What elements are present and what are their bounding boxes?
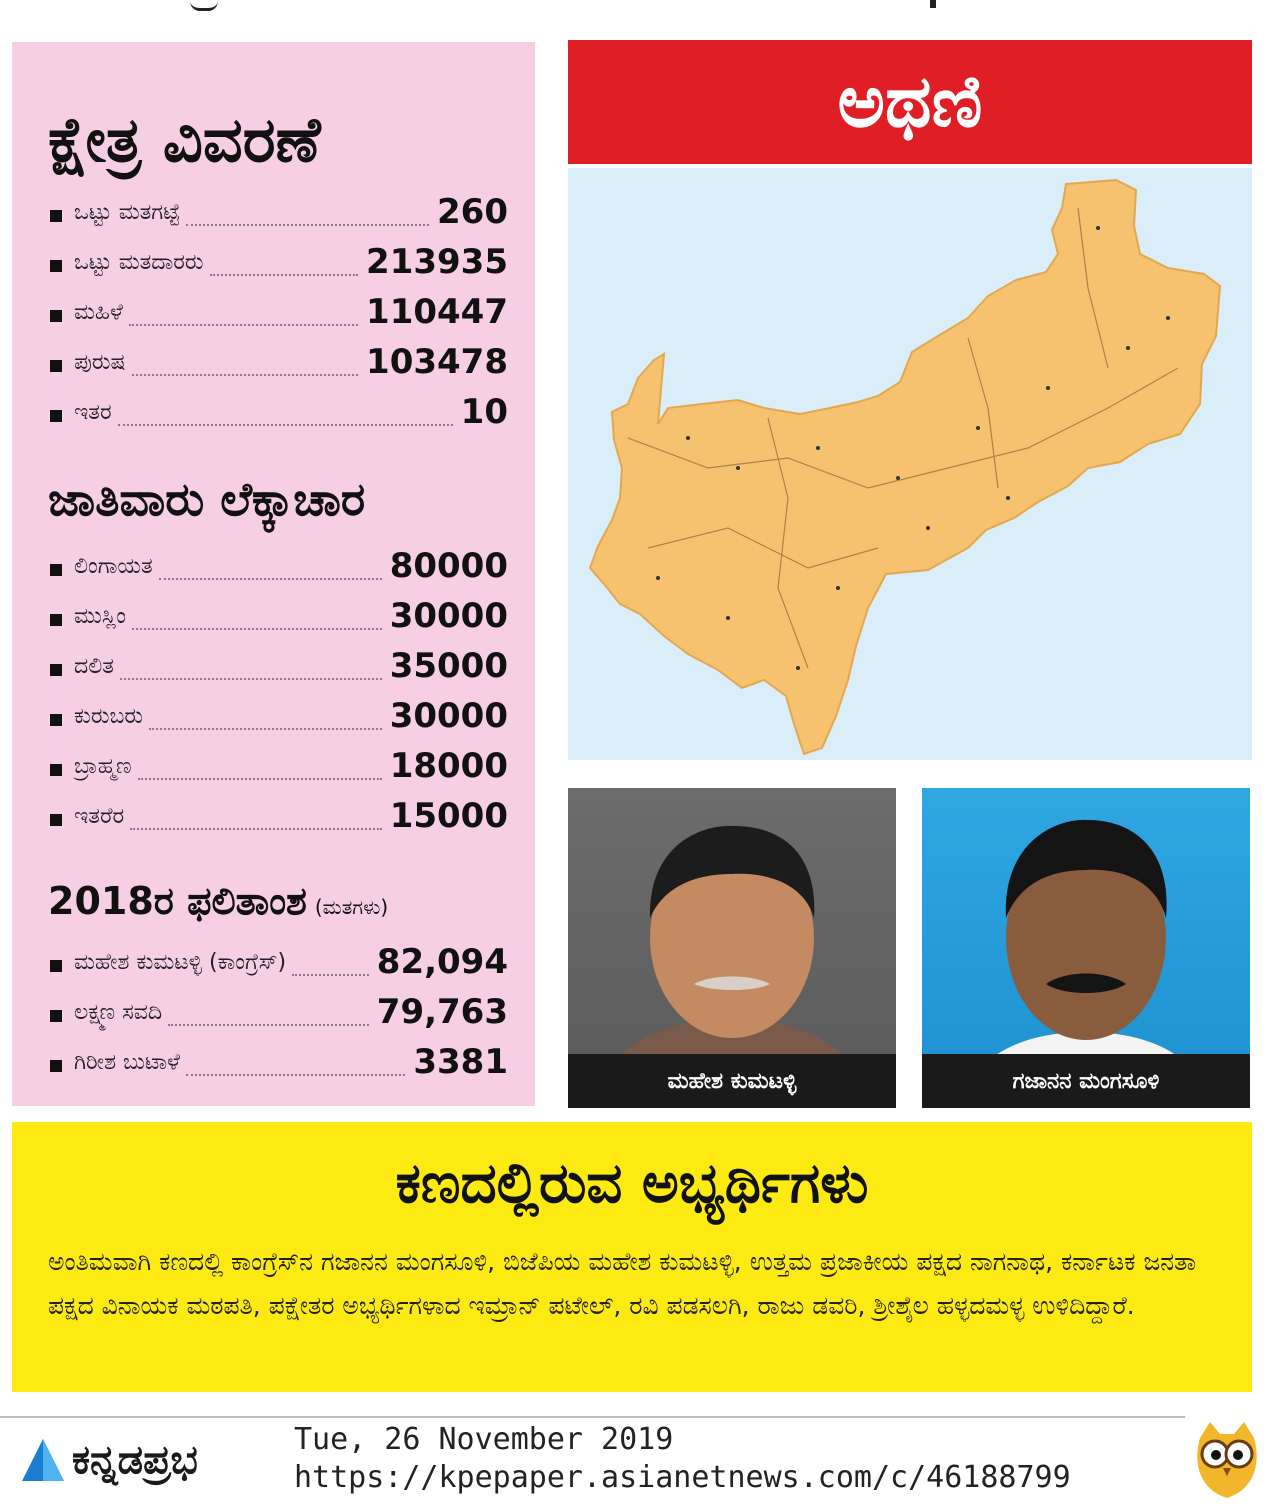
bullet-icon [50, 1010, 62, 1022]
candidate-photo [922, 788, 1250, 1108]
result-unit: (ಮತಗಳು) [314, 895, 389, 919]
stat-value: 213935 [366, 242, 508, 282]
map-region-shape [590, 180, 1220, 754]
bullet-icon [50, 664, 62, 676]
cut-glyph [930, 0, 936, 8]
caste-value: 30000 [389, 596, 508, 636]
stat-label: ಪುರುಷ [74, 350, 126, 375]
caste-row [48, 694, 508, 738]
map-town-dot [736, 466, 740, 470]
map-town-dot [1046, 386, 1050, 390]
stat-row [48, 190, 508, 234]
caste-label: ದಲಿತ [74, 654, 114, 679]
stat-label: ಒಟ್ಟು ಮತಗಟ್ಟೆ [74, 200, 181, 225]
bullet-icon [50, 614, 62, 626]
dot-leader [210, 274, 358, 276]
result-value: 79,763 [376, 992, 508, 1032]
cut-glyph [190, 0, 218, 11]
caste-label: ಕುರುಬರು [74, 704, 144, 729]
dot-leader [130, 828, 382, 830]
stat-label: ಒಟ್ಟು ಮತದಾರರು [74, 250, 204, 275]
dot-leader [292, 974, 369, 976]
map-town-dot [686, 436, 690, 440]
result-value: 82,094 [376, 942, 508, 982]
caste-row [48, 794, 508, 838]
stat-value: 110447 [366, 292, 508, 332]
map-town-dot [1166, 316, 1170, 320]
caste-label: ಇತರೆರ [74, 804, 125, 829]
bullet-icon [50, 310, 62, 322]
map-town-dot [896, 476, 900, 480]
map-town-dot [816, 446, 820, 450]
result-row [48, 1040, 508, 1084]
caste-row [48, 744, 508, 788]
logo-text: ಕನ್ನಡಪ್ರಭ [72, 1437, 198, 1483]
stat-row [48, 240, 508, 284]
map-town-dot [836, 586, 840, 590]
stats-heading: ಕ್ಷೇತ್ರ ವಿವರಣೆ [48, 103, 321, 176]
edition-url[interactable]: https://kpepaper.asianetnews.com/c/46188799 [294, 1460, 1071, 1495]
caste-value: 30000 [389, 696, 508, 736]
bullet-icon [50, 960, 62, 972]
dot-leader [132, 628, 382, 630]
dot-leader [120, 678, 382, 680]
map-town-dot [796, 666, 800, 670]
caste-row [48, 644, 508, 688]
result-row [48, 940, 508, 984]
result-label: ಲಕ್ಷ್ಮಣ ಸವದಿ [74, 1000, 163, 1025]
constituency-stats-panel [12, 42, 535, 1106]
photo-caption: ಮಹೇಶ ಕುಮಟಳ್ಳಿ [568, 1054, 896, 1108]
asianet-triangle-icon [20, 1437, 66, 1483]
bullet-icon [50, 210, 62, 222]
map-svg [568, 168, 1252, 760]
map-town-dot [656, 576, 660, 580]
caste-label: ಬ್ರಾಹ್ಮಣ [74, 754, 132, 779]
dot-leader [186, 224, 429, 226]
top-cut-strip [0, 0, 1280, 14]
map-town-dot [1126, 346, 1130, 350]
logo-triangle-right [43, 1439, 64, 1481]
result-label: ಗಿರೀಶ ಬುಟಾಳೆ [74, 1050, 180, 1075]
caste-row [48, 594, 508, 638]
owl-eye-right-pupil [1233, 1450, 1243, 1460]
bullet-icon [50, 360, 62, 372]
bullet-icon [50, 764, 62, 776]
dot-leader [149, 728, 382, 730]
kannadaprabha-logo[interactable] [20, 1430, 198, 1490]
stat-label: ಇತರ [74, 400, 112, 425]
candidates-box [12, 1122, 1252, 1392]
dot-leader [129, 324, 358, 326]
dot-leader [132, 374, 359, 376]
map-town-dot [926, 526, 930, 530]
dot-leader [186, 1074, 405, 1076]
bullet-icon [50, 564, 62, 576]
candidates-body: ಅಂತಿಮವಾಗಿ ಕಣದಲ್ಲಿ ಕಾಂಗ್ರೆಸ್‌ನ ಗಜಾನನ ಮಂಗಸೂಳಿ, ಬಿಜೆಪಿಯ ಮಹೇಶ ಕುಮಟಳ್ಳಿ, ಉತ್ತಮ ಪ್ರಜಾಕೀಯ ಪಕ್ಷದ ನಾಗನಾಥ, ಕರ್ನಾಟಕ ಜನತಾ ಪಕ್ಷದ ವಿನಾಯಕ ಮಠಪತಿ, ಪಕ್ಷೇತರ ಅಭ್ಯರ್ಥಿಗಳಾದ ಇಮ್ರಾನ್ ಪಟೇಲ್, ರವಿ ಪಡಸಲಗಿ, ರಾಜು ಡವರಿ, ಶ್ರೀಶೈಲ ಹಳ್ಳದಮಳ್ಳ ಉಳಿದಿದ್ದಾರೆ. [48, 1247, 1197, 1320]
bullet-icon [50, 1060, 62, 1072]
stat-row [48, 340, 508, 384]
photo-caption: ಗಜಾನನ ಮಂಗಸೂಳಿ [922, 1054, 1250, 1108]
caste-value: 35000 [389, 646, 508, 686]
constituency-name: ಅಥಣಿ [837, 59, 983, 143]
map-town-dot [726, 616, 730, 620]
result-value: 3381 [413, 1042, 508, 1082]
dot-leader [168, 1024, 369, 1026]
caste-value: 18000 [389, 746, 508, 786]
map-town-dot [1006, 496, 1010, 500]
bullet-icon [50, 410, 62, 422]
caste-label: ಲಿಂಗಾಯತ [74, 554, 153, 579]
stat-row [48, 290, 508, 334]
owl-mascot-icon [1192, 1418, 1262, 1500]
footer-divider [0, 1416, 1185, 1418]
stat-label: ಮಹಿಳೆ [74, 300, 123, 325]
stat-value: 103478 [366, 342, 508, 382]
bullet-icon [50, 814, 62, 826]
dot-leader [138, 778, 382, 780]
result-heading [48, 872, 388, 936]
caste-value: 80000 [389, 546, 508, 586]
result-row [48, 990, 508, 1034]
result-label: ಮಹೇಶ ಕುಮಟಳ್ಳಿ (ಕಾಂಗ್ರೆಸ್) [74, 950, 287, 975]
stat-value: 260 [437, 192, 508, 232]
dot-leader [118, 424, 453, 426]
dot-leader [159, 578, 382, 580]
map-town-dot [976, 426, 980, 430]
caste-label: ಮುಸ್ಲಿಂ [74, 604, 126, 629]
caste-value: 15000 [389, 796, 508, 836]
map-town-dot [1096, 226, 1100, 230]
bullet-icon [50, 260, 62, 272]
caste-heading: ಜಾತಿವಾರು ಲೆಕ್ಕಾಚಾರ [48, 472, 366, 526]
stat-value: 10 [460, 392, 508, 432]
candidate-photo [568, 788, 896, 1108]
candidates-heading: ಕಣದಲ್ಲಿರುವ ಅಭ್ಯರ್ಥಿಗಳು [395, 1151, 869, 1216]
constituency-title-bar [568, 40, 1252, 164]
owl-eye-left-pupil [1211, 1450, 1221, 1460]
caste-row [48, 544, 508, 588]
constituency-map [568, 168, 1252, 760]
bullet-icon [50, 714, 62, 726]
edition-date: Tue, 26 November 2019 [294, 1422, 674, 1457]
result-heading-text: 2018ರ ಫಲಿತಾಂಶ [48, 879, 307, 923]
stat-row [48, 390, 508, 434]
